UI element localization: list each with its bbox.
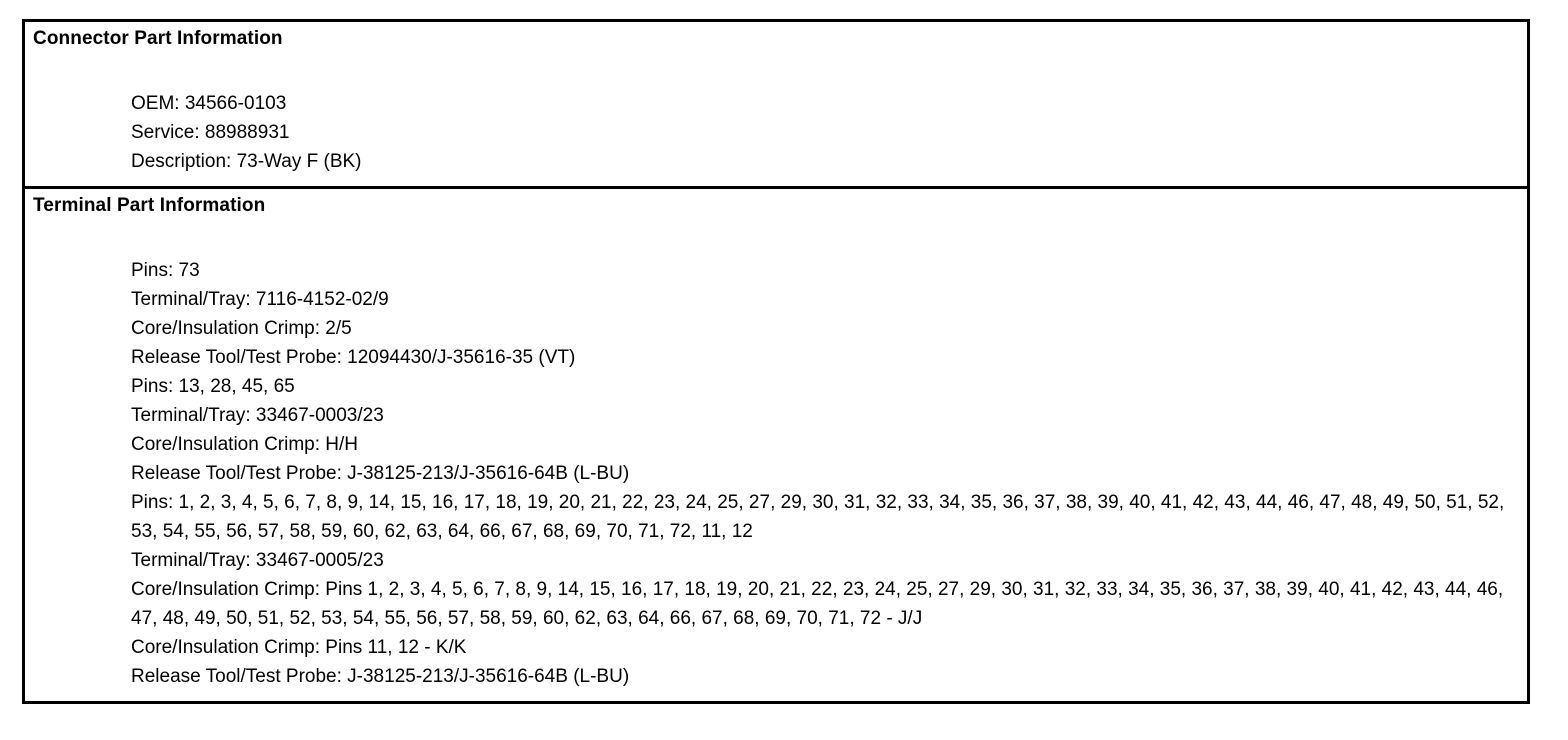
- field-pins: Pins: 73: [131, 259, 200, 281]
- spacer: [25, 218, 1527, 256]
- connector-terminal-info-table: [22, 19, 1530, 704]
- field-service: Service: 88988931: [131, 121, 290, 143]
- field-core-insulation-crimp: Core/Insulation Crimp: Pins 1, 2, 3, 4, 5, 6, 7, 8, 9, 14, 15, 16, 17, 18, 19, 20, 21, 22, 23, 24, 25, 27, 29, 30, 31, 32, 33, 34, 35, 36, 37, 38, 39, 40, 41, 42, 43, 44, 46, 47, 48, 49, 50, 51, 52, 53, 54, 55, 56, 57, 58, 59, 60, 62, 63, 64, 66, 67, 68, 69, 70, 71, 72 - J/J: [131, 578, 1504, 629]
- spacer: [25, 51, 1527, 89]
- field-terminal-tray: Terminal/Tray: 7116-4152-02/9: [131, 288, 389, 310]
- field-oem: OEM: 34566-0103: [131, 92, 287, 114]
- field-release-tool-test-probe: Release Tool/Test Probe: J-38125-213/J-35616-64B (L-BU): [131, 665, 630, 687]
- field-pins: Pins: 1, 2, 3, 4, 5, 6, 7, 8, 9, 14, 15, 16, 17, 18, 19, 20, 21, 22, 23, 24, 25, 27, 29, 30, 31, 32, 33, 34, 35, 36, 37, 38, 39, 40, 41, 42, 43, 44, 46, 47, 48, 49, 50, 51, 52, 53, 54, 55, 56, 57, 58, 59, 60, 62, 63, 64, 66, 67, 68, 69, 70, 71, 72, 11, 12: [131, 491, 1505, 542]
- section-body-terminal: [25, 256, 1527, 701]
- field-terminal-tray: Terminal/Tray: 33467-0003/23: [131, 404, 384, 426]
- field-terminal-tray: Terminal/Tray: 33467-0005/23: [131, 549, 384, 571]
- field-core-insulation-crimp: Core/Insulation Crimp: H/H: [131, 433, 359, 455]
- field-description: Description: 73-Way F (BK): [131, 150, 362, 172]
- field-release-tool-test-probe: Release Tool/Test Probe: J-38125-213/J-35616-64B (L-BU): [131, 462, 630, 484]
- section-terminal-part-information: [25, 186, 1527, 701]
- section-title-terminal: Terminal Part Information: [33, 194, 266, 216]
- section-title-connector: Connector Part Information: [33, 28, 283, 49]
- section-connector-part-information: [25, 22, 1527, 186]
- field-release-tool-test-probe: Release Tool/Test Probe: 12094430/J-35616-35 (VT): [131, 346, 576, 368]
- field-pins: Pins: 13, 28, 45, 65: [131, 375, 295, 397]
- field-core-insulation-crimp: Core/Insulation Crimp: Pins 11, 12 - K/K: [131, 636, 467, 658]
- section-body-connector: [25, 89, 1527, 186]
- field-core-insulation-crimp: Core/Insulation Crimp: 2/5: [131, 317, 352, 339]
